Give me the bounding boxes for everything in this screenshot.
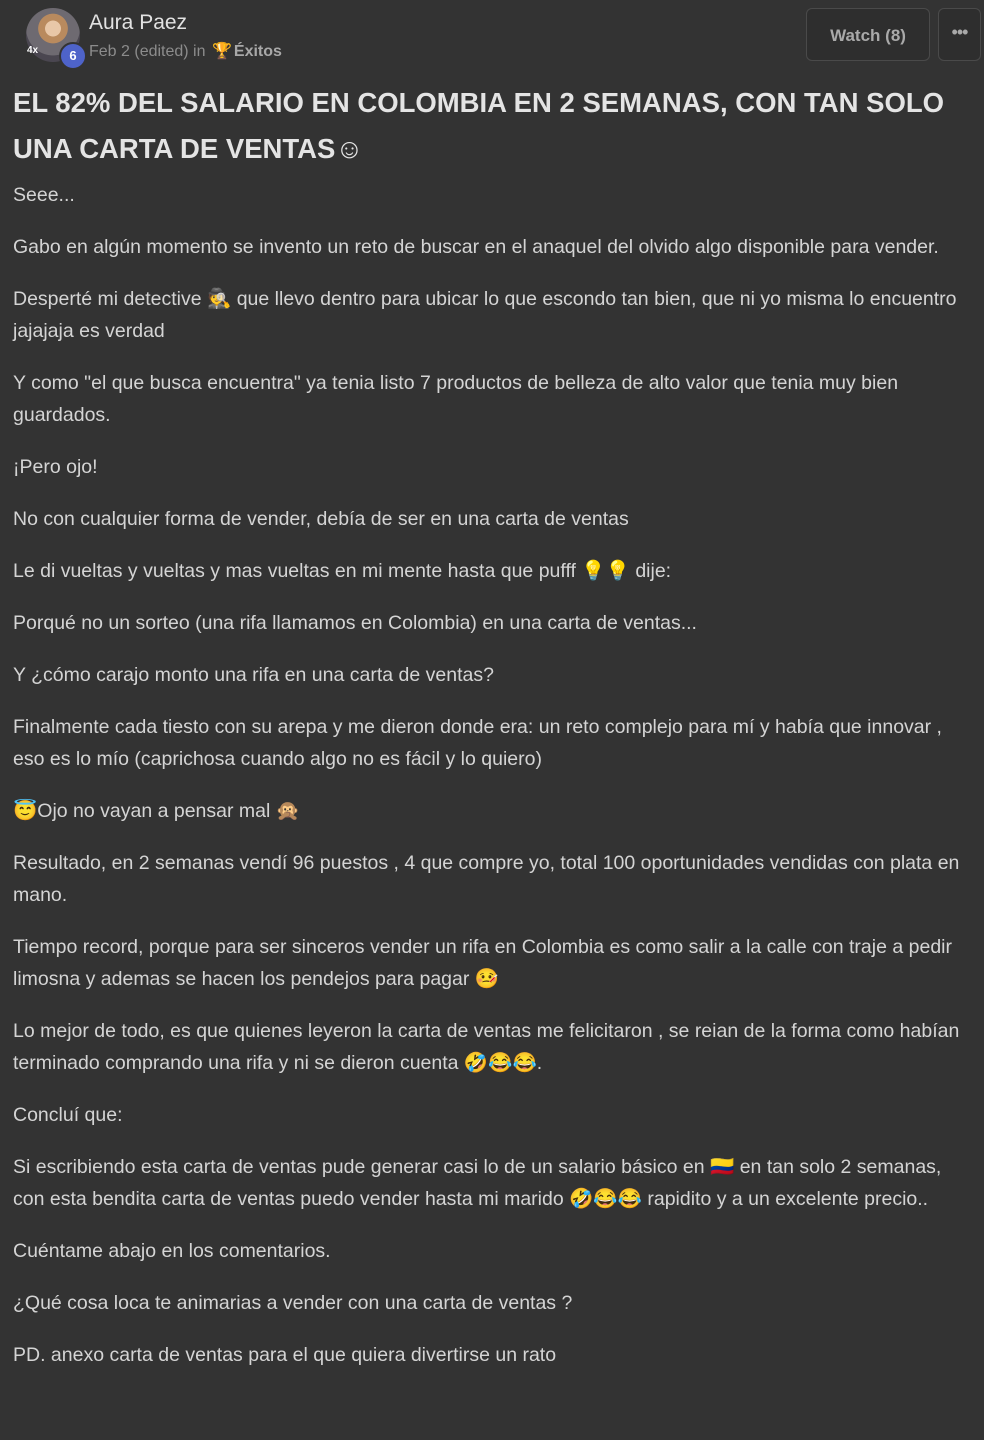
post-header: [13, 0, 971, 70]
level-badge: 6: [59, 42, 87, 70]
paragraph: Resultado, en 2 semanas vendí 96 puestos , 4 que compre yo, total 100 oportunidades vendidas con plata en mano.: [13, 852, 960, 906]
post-date: Feb 2 (edited) in: [89, 43, 206, 60]
trophy-icon: 🏆: [211, 43, 232, 60]
paragraph: Concluí que:: [13, 1104, 123, 1126]
paragraph: PD. anexo carta de ventas para el que quiera divertirse un rato: [13, 1344, 557, 1366]
author-name[interactable]: Aura Paez: [89, 11, 188, 34]
paragraph: No con cualquier forma de vender, debía de ser en una carta de ventas: [13, 508, 629, 530]
avatar-tag: 4x: [27, 45, 39, 56]
paragraph: Cuéntame abajo en los comentarios.: [13, 1240, 331, 1262]
post-body: [13, 179, 971, 1371]
paragraph: Finalmente cada tiesto con su arepa y me dieron donde era: un reto complejo para mí y había que innovar , eso es lo mío (caprichosa cuando algo no es fácil y lo quiero): [13, 716, 942, 770]
paragraph: Y ¿cómo carajo monto una rifa en una carta de ventas?: [13, 664, 494, 686]
paragraph: 😇Ojo no vayan a pensar mal 🙊: [13, 800, 301, 822]
paragraph: Tiempo record, porque para ser sinceros vender un rifa en Colombia es como salir a la calle con traje a pedir limosna y ademas se hacen los pendejos para pagar 🤒: [13, 936, 952, 990]
paragraph: Porqué no un sorteo (una rifa llamamos en Colombia) en una carta de ventas...: [13, 612, 697, 634]
paragraph: Y como "el que busca encuentra" ya tenia listo 7 productos de belleza de alto valor que tenia muy bien guardados.: [13, 372, 899, 426]
more-options-button[interactable]: [938, 8, 981, 61]
paragraph: Si escribiendo esta carta de ventas pude generar casi lo de un salario básico en 🇨🇴 en tan solo 2 semanas, con esta bendita carta de ventas puedo vender hasta mi marido 🤣😂😂 rapidito y a un excelente precio..: [13, 1156, 942, 1210]
paragraph: ¿Qué cosa loca te animarias a vender con una carta de ventas ?: [13, 1292, 573, 1314]
watch-button[interactable]: Watch (8): [806, 8, 930, 61]
paragraph: Seee...: [13, 184, 75, 206]
paragraph: Le di vueltas y vueltas y mas vueltas en mi mente hasta que pufff 💡💡 dije:: [13, 560, 672, 582]
paragraph: Desperté mi detective 🕵 que llevo dentro para ubicar lo que escondo tan bien, que ni yo misma lo encuentro jajajaja es verdad: [13, 288, 957, 342]
paragraph: Gabo en algún momento se invento un reto de buscar en el anaquel del olvido algo disponible para vender.: [13, 236, 939, 258]
paragraph: ¡Pero ojo!: [13, 456, 98, 478]
post-meta: [89, 41, 282, 61]
paragraph: Lo mejor de todo, es que quienes leyeron la carta de ventas me felicitaron , se reian de la forma como habían terminado comprando una rifa y ni se dieron cuenta 🤣😂😂.: [13, 1020, 960, 1074]
category-link[interactable]: Éxitos: [233, 43, 282, 60]
ellipsis-icon: •••: [951, 22, 968, 42]
post-title: EL 82% DEL SALARIO EN COLOMBIA EN 2 SEMANAS, CON TAN SOLO UNA CARTA DE VENTAS☺: [13, 87, 945, 164]
